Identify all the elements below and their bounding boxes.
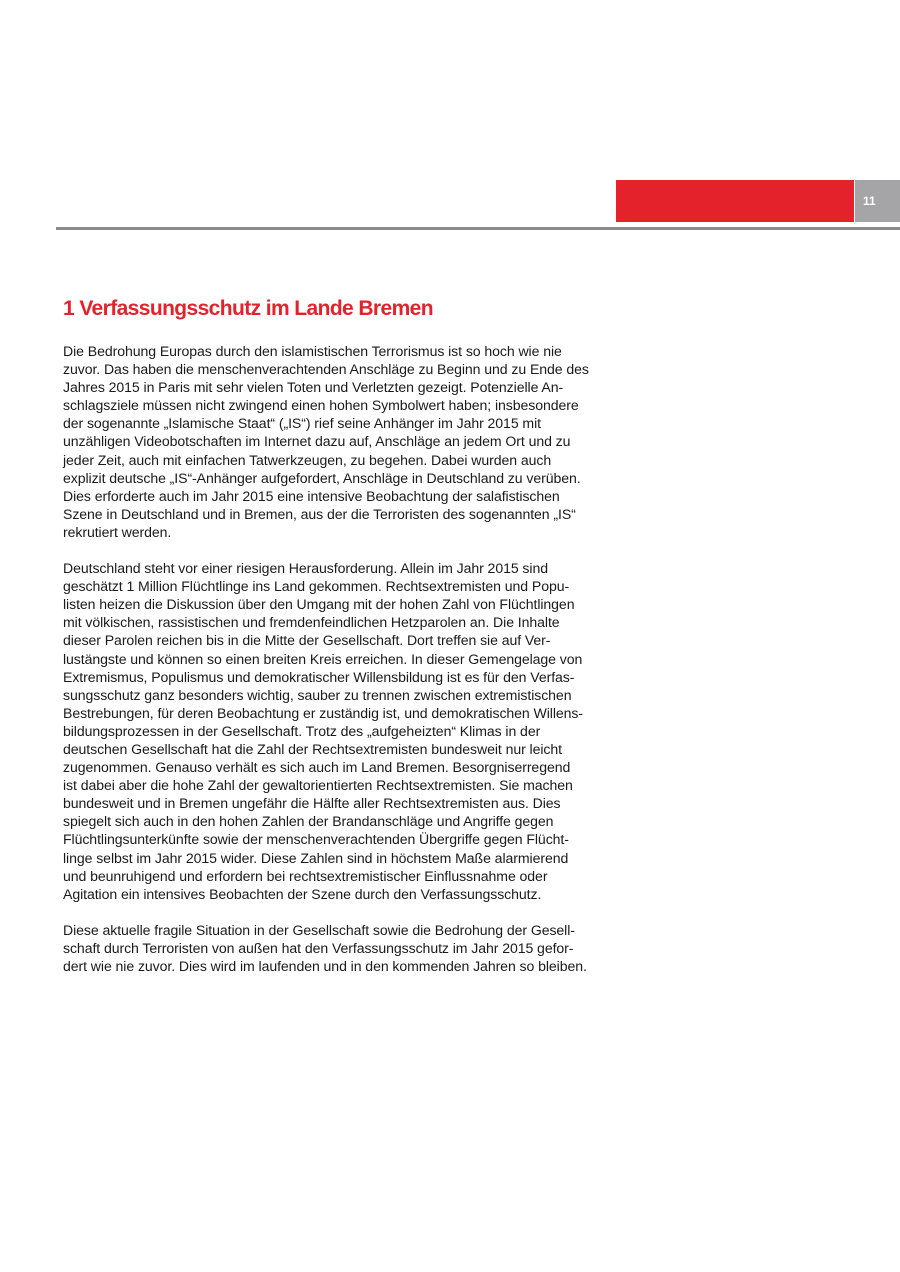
- text-line: Flüchtlingsunterkünfte sowie der menschenverachtenden Übergriffe gegen Flücht-: [63, 831, 569, 848]
- text-line: Deutschland steht vor einer riesigen Herausforderung. Allein im Jahr 2015 sind: [63, 560, 548, 577]
- text-line: Bestrebungen, für deren Beobachtung er zuständig ist, und demokratischen Willens-: [63, 704, 583, 721]
- page-number: 11: [855, 180, 900, 222]
- text-line: Szene in Deutschland und in Bremen, aus der die Terroristen des sogenannten „IS“: [63, 505, 576, 522]
- text-line: ist dabei aber die hohe Zahl der gewaltorientierten Rechtsextremisten. Sie machen: [63, 777, 573, 794]
- text-line: rekrutiert werden.: [63, 523, 172, 540]
- header-accent-bar: [616, 180, 854, 222]
- text-line: bundesweit und in Bremen ungefähr die Hälfte aller Rechtsextremisten aus. Dies: [63, 795, 561, 812]
- text-line: der sogenannte „Islamische Staat“ („IS“) rief seine Anhänger im Jahr 2015 mit: [63, 415, 541, 432]
- text-line: sungsschutz ganz besonders wichtig, sauber zu trennen zwischen extremistischen: [63, 686, 572, 703]
- text-line: deutschen Gesellschaft hat die Zahl der Rechtsextremisten bundesweit nur leicht: [63, 740, 562, 757]
- text-line: zugenommen. Genauso verhält es sich auch im Land Bremen. Besorgniserregend: [63, 759, 571, 776]
- text-line: schaft durch Terroristen von außen hat den Verfassungsschutz im Jahr 2015 gefor-: [63, 939, 574, 956]
- text-line: Dies erforderte auch im Jahr 2015 eine intensive Beobachtung der salafistischen: [63, 487, 560, 504]
- header-rule: [56, 227, 900, 230]
- text-line: lustängste und können so einen breiten Kreis erreichen. In dieser Gemengelage von: [63, 650, 583, 667]
- text-line: schlagsziele müssen nicht zwingend einen hohen Symbolwert haben; insbesondere: [63, 397, 579, 414]
- text-line: Jahres 2015 in Paris mit sehr vielen Toten und Verletzten gezeigt. Potenzielle An-: [63, 379, 564, 396]
- text-line: explizit deutsche „IS“-Anhänger aufgefordert, Anschläge in Deutschland zu verüben.: [63, 469, 581, 486]
- section-heading: 1 Verfassungsschutz im Lande Bremen: [63, 297, 433, 320]
- text-line: listen heizen die Diskussion über den Umgang mit der hohen Zahl von Flüchtlingen: [63, 596, 575, 613]
- text-line: spiegelt sich auch in den hohen Zahlen der Brandanschläge und Angriffe gegen: [63, 813, 554, 830]
- text-line: und beunruhigend und erfordern bei rechtsextremistischer Einflussnahme oder: [63, 867, 548, 884]
- text-line: linge selbst im Jahr 2015 wider. Diese Zahlen sind in höchstem Maße alarmierend: [63, 849, 569, 866]
- section: [63, 294, 623, 993]
- text-line: Extremismus, Populismus und demokratischer Willensbildung ist es für den Verfas-: [63, 668, 575, 685]
- text-line: geschätzt 1 Million Flüchtlinge ins Land gekommen. Rechtsextremisten und Popu-: [63, 578, 570, 595]
- text-line: Agitation ein intensives Beobachten der Szene durch den Verfassungsschutz.: [63, 885, 542, 902]
- text-line: jeder Zeit, auch mit einfachen Tatwerkzeugen, zu begehen. Dabei wurden auch: [63, 451, 552, 468]
- text-line: zuvor. Das haben die menschenverachtenden Anschläge zu Beginn und zu Ende des: [63, 361, 589, 378]
- paragraph-1: [63, 342, 623, 541]
- text-line: Diese aktuelle fragile Situation in der Gesellschaft sowie die Bedrohung der Gesell-: [63, 921, 575, 938]
- text-line: dert wie nie zuvor. Dies wird im laufenden und in den kommenden Jahren so bleiben.: [63, 958, 587, 974]
- text-line: dieser Parolen reichen bis in die Mitte der Gesellschaft. Dort treffen sie auf Ver-: [63, 632, 551, 649]
- text-line: bildungsprozessen in der Gesellschaft. Trotz des „aufgeheizten“ Klimas in der: [63, 722, 541, 739]
- paragraph-3: [63, 921, 623, 975]
- text-line: unzähligen Videobotschaften im Internet dazu auf, Anschläge an jedem Ort und zu: [63, 433, 571, 450]
- body-text: [63, 342, 623, 975]
- text-line: Die Bedrohung Europas durch den islamistischen Terrorismus ist so hoch wie nie: [63, 343, 562, 359]
- text-line: mit völkischen, rassistischen und fremdenfeindlichen Hetzparolen an. Die Inhalte: [63, 614, 560, 631]
- paragraph-2: [63, 559, 623, 903]
